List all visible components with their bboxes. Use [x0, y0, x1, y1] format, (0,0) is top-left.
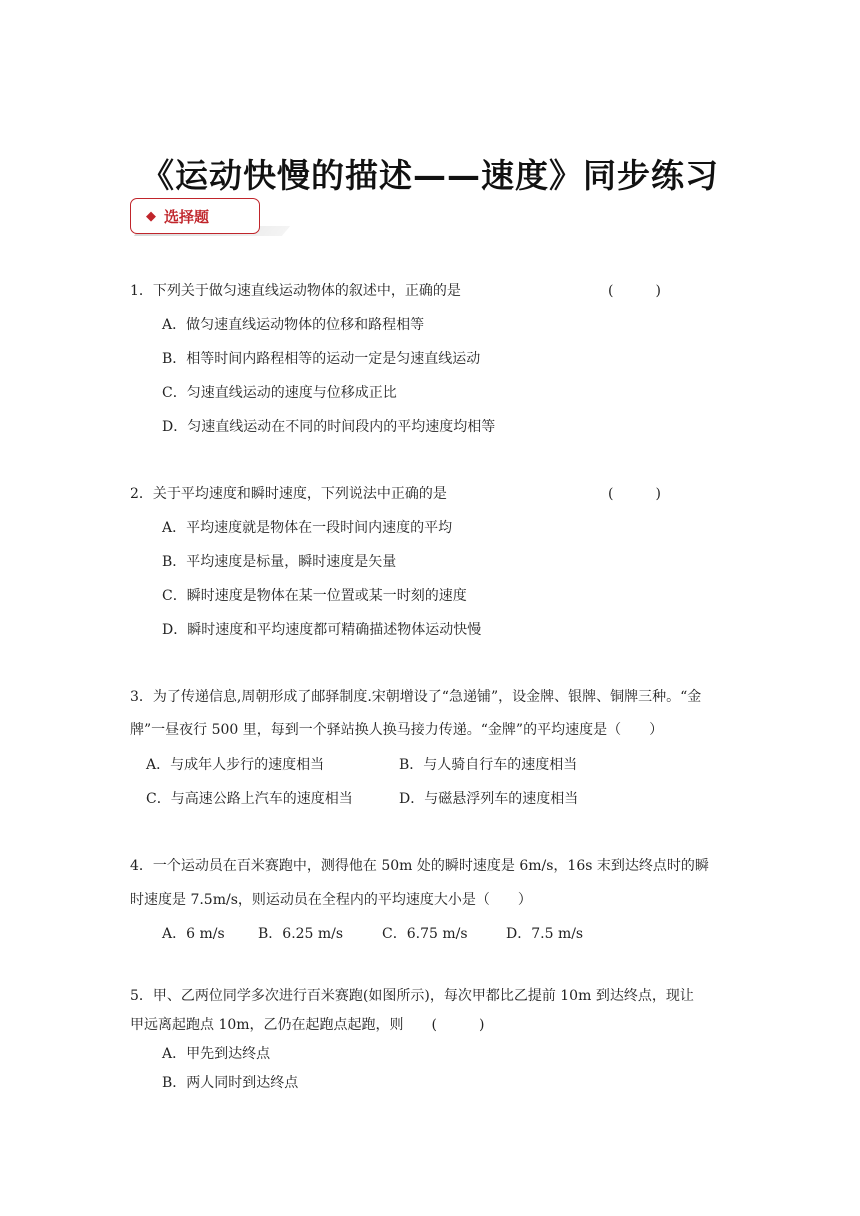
q2-answer-paren: ( )	[608, 486, 661, 502]
q4-option-c: C．6.75 m/s	[382, 926, 468, 942]
q3-stem-line2: 牌”一昼夜行 500 里，每到一个驿站换人换马接力传递。“金牌”的平均速度是（ ）	[130, 722, 664, 738]
tag-box	[130, 198, 260, 234]
q3-option-d: D．与磁悬浮列车的速度相当	[399, 791, 579, 807]
q2-option-a: A．平均速度就是物体在一段时间内速度的平均	[162, 520, 453, 536]
section-label: 选择题	[164, 207, 210, 226]
section-tag	[130, 198, 260, 236]
q5-option-a: A．甲先到达终点	[162, 1046, 271, 1062]
q4-stem-line2: 时速度是 7.5m/s，则运动员在全程内的平均速度大小是（ ）	[130, 892, 532, 908]
q3-option-b: B．与人骑自行车的速度相当	[399, 757, 578, 773]
page-title: 《运动快慢的描述——速度》同步练习	[141, 156, 719, 195]
q5-stem-line2: 甲远离起跑点 10m，乙仍在起跑点起跑，则 ( )	[130, 1017, 485, 1033]
q1-option-d: D．匀速直线运动在不同的时间段内的平均速度均相等	[162, 419, 496, 435]
q2-option-c: C．瞬时速度是物体在某一位置或某一时刻的速度	[162, 588, 467, 604]
q1-option-b: B．相等时间内路程相等的运动一定是匀速直线运动	[162, 351, 481, 367]
q4-option-b: B．6.25 m/s	[258, 926, 344, 942]
q3-stem-line1: 3．为了传递信息,周朝形成了邮驿制度.宋朝增设了“急递铺”，设金牌、银牌、铜牌三种。“金	[130, 689, 702, 705]
q2-stem: 2．关于平均速度和瞬时速度，下列说法中正确的是	[130, 486, 447, 502]
q3-option-c: C．与高速公路上汽车的速度相当	[146, 791, 353, 807]
q4-stem-line1: 4．一个运动员在百米赛跑中，测得他在 50m 处的瞬时速度是 6m/s，16s 末到达终点时的瞬	[130, 858, 709, 874]
q1-option-a: A．做匀速直线运动物体的位移和路程相等	[162, 317, 425, 333]
diamond-icon: ◆	[146, 208, 156, 224]
q5-stem-line1: 5．甲、乙两位同学多次进行百米赛跑(如图所示)，每次甲都比乙提前 10m 到达终点，现让	[130, 988, 694, 1004]
q1-stem: 1．下列关于做匀速直线运动物体的叙述中，正确的是	[130, 283, 461, 299]
q4-option-a: A．6 m/s	[162, 926, 225, 942]
q3-option-a: A．与成年人步行的速度相当	[146, 757, 325, 773]
q2-option-d: D．瞬时速度和平均速度都可精确描述物体运动快慢	[162, 622, 482, 638]
q1-answer-paren: ( )	[608, 283, 661, 299]
q5-option-b: B．两人同时到达终点	[162, 1075, 299, 1091]
q2-option-b: B．平均速度是标量，瞬时速度是矢量	[162, 554, 397, 570]
q4-option-d: D．7.5 m/s	[506, 926, 584, 942]
q1-option-c: C．匀速直线运动的速度与位移成正比	[162, 385, 397, 401]
